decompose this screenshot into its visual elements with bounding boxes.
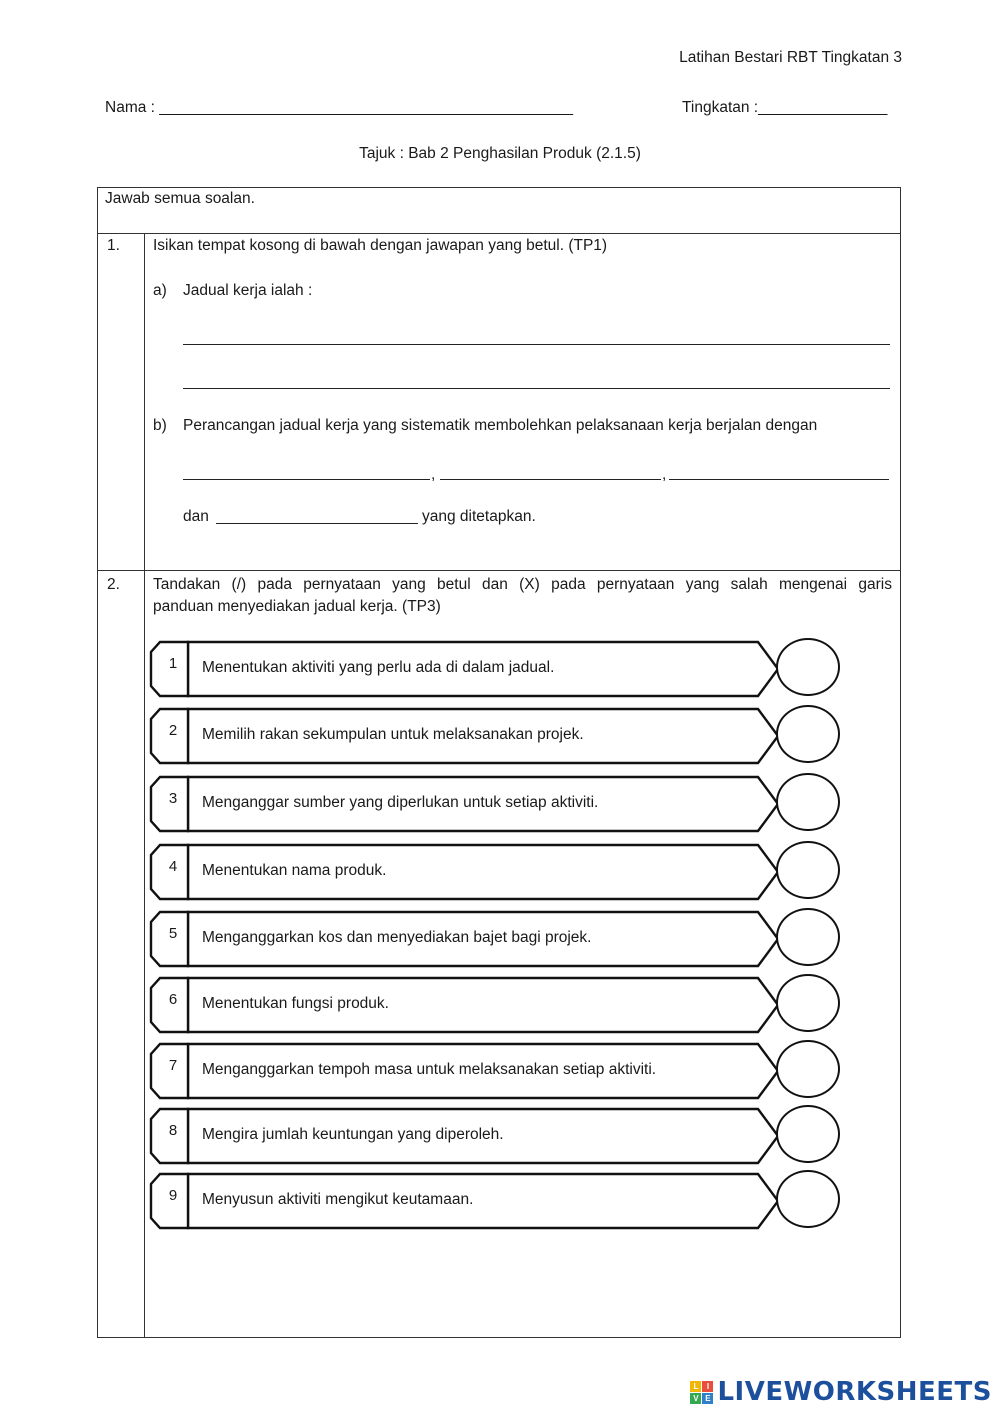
worksheet-series: Latihan Bestari RBT Tingkatan 3	[679, 49, 902, 66]
q1b-answer-blank-1[interactable]	[183, 479, 430, 480]
q1b-answer-blank-3[interactable]	[669, 479, 889, 480]
statement-row	[150, 1043, 842, 1099]
statement-text: Menganggarkan kos dan menyediakan bajet bagi projek.	[202, 929, 592, 946]
statement-number: 4	[168, 858, 178, 875]
q1a-text: Jadual kerja ialah :	[183, 282, 313, 299]
q1a-answer-line-1[interactable]	[183, 344, 890, 345]
comma: ,	[662, 466, 667, 483]
statement-number: 1	[168, 655, 178, 672]
worksheet-title: Tajuk : Bab 2 Penghasilan Produk (2.1.5)	[359, 145, 641, 162]
answer-circle[interactable]	[776, 638, 840, 696]
logo-letter: I	[702, 1381, 713, 1392]
answer-circle[interactable]	[776, 773, 840, 831]
statement-row	[150, 844, 842, 900]
logo-letter: E	[702, 1393, 713, 1404]
statement-text: Menentukan fungsi produk.	[202, 995, 389, 1012]
q1b-label: b)	[153, 417, 167, 434]
table-divider	[97, 233, 901, 234]
table-divider	[97, 570, 901, 571]
answer-circle[interactable]	[776, 974, 840, 1032]
statement-row	[150, 911, 842, 967]
statement-row	[150, 641, 842, 697]
statement-number: 2	[168, 722, 178, 739]
q1b-end: yang ditetapkan.	[422, 508, 536, 525]
answer-circle[interactable]	[776, 705, 840, 763]
logo-letter: L	[690, 1381, 701, 1392]
answer-circle[interactable]	[776, 908, 840, 966]
answer-circle[interactable]	[776, 841, 840, 899]
q1b-answer-blank-4[interactable]	[216, 523, 418, 524]
q1b-answer-blank-2[interactable]	[440, 479, 661, 480]
statement-row	[150, 1108, 842, 1164]
statement-text: Menyusun aktiviti mengikut keutamaan.	[202, 1191, 474, 1208]
instructions: Jawab semua soalan.	[105, 190, 255, 207]
q2-prompt-line-1: Tandakan (/) pada pernyataan yang betul dan (X) pada pernyataan yang salah mengenai garis	[153, 576, 892, 593]
statement-number: 3	[168, 790, 178, 807]
statement-number: 9	[168, 1187, 178, 1204]
statement-text: Memilih rakan sekumpulan untuk melaksanakan projek.	[202, 726, 584, 743]
q1-prompt: Isikan tempat kosong di bawah dengan jawapan yang betul. (TP1)	[153, 237, 608, 254]
q1b-text: Perancangan jadual kerja yang sistematik membolehkan pelaksanaan kerja berjalan dengan	[183, 417, 818, 434]
q2-prompt-line-2: panduan menyediakan jadual kerja. (TP3)	[153, 598, 441, 615]
statement-text: Menganggar sumber yang diperlukan untuk setiap aktiviti.	[202, 794, 599, 811]
answer-circle[interactable]	[776, 1040, 840, 1098]
q2-number: 2.	[107, 576, 120, 593]
name-field[interactable]: Nama : ________________________________________________	[105, 99, 574, 116]
q1-number: 1.	[107, 237, 120, 254]
logo-text: LIVEWORKSHEETS	[717, 1377, 992, 1407]
statement-text: Menentukan nama produk.	[202, 862, 387, 879]
statement-row	[150, 708, 842, 764]
logo-mark-icon	[690, 1381, 713, 1404]
answer-circle[interactable]	[776, 1170, 840, 1228]
number-column-divider	[144, 233, 145, 1338]
answer-circle[interactable]	[776, 1105, 840, 1163]
q1b-dan: dan	[183, 508, 209, 525]
statement-row	[150, 977, 842, 1033]
liveworksheets-logo	[690, 1377, 992, 1407]
q1a-label: a)	[153, 282, 167, 299]
statement-number: 6	[168, 991, 178, 1008]
statement-number: 8	[168, 1122, 178, 1139]
grade-field[interactable]: Tingkatan :_______________	[682, 99, 888, 116]
logo-letter: V	[690, 1393, 701, 1404]
comma: ,	[431, 466, 436, 483]
statement-text: Mengira jumlah keuntungan yang diperoleh.	[202, 1126, 504, 1143]
statement-text: Menentukan aktiviti yang perlu ada di dalam jadual.	[202, 659, 555, 676]
q1a-answer-line-2[interactable]	[183, 388, 890, 389]
statement-text: Menganggarkan tempoh masa untuk melaksanakan setiap aktiviti.	[202, 1061, 657, 1078]
statement-number: 7	[168, 1057, 178, 1074]
statement-number: 5	[168, 925, 178, 942]
statement-row	[150, 1173, 842, 1229]
statement-row	[150, 776, 842, 832]
